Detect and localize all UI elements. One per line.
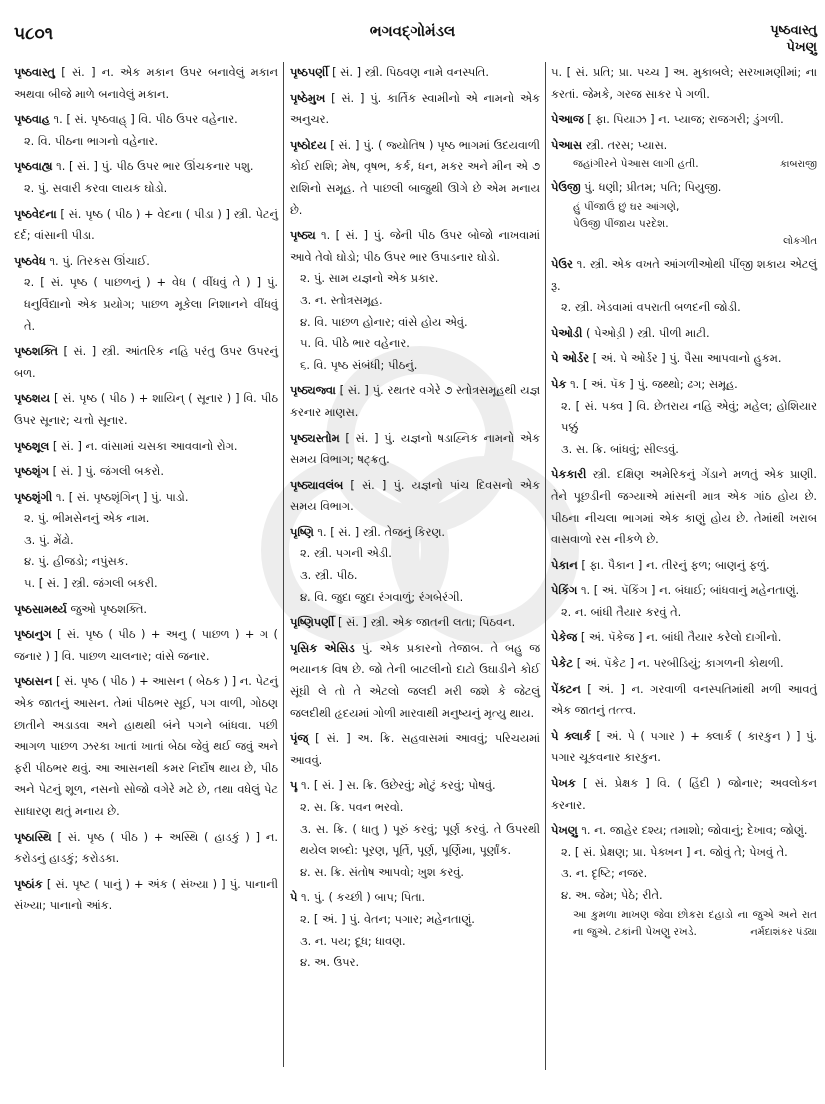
dictionary-entry [551, 374, 817, 460]
sense: ૨. પું. સવારી કરવા લાયક ઘોડો. [24, 180, 168, 195]
sense: ૨. વિ. પીઠના ભાગનો વહેનાર. [24, 133, 159, 148]
headword: પેઓડી [551, 325, 583, 340]
definition-text: [ અં. પૅકેટ ] ન. પરબીડિયું; કાગળની કોથળી. [576, 656, 784, 671]
headword: પેઉર [551, 256, 573, 271]
entry-main [14, 487, 278, 509]
dictionary-entry [290, 638, 540, 724]
definition-text: [ સં. પૃષ્ટ ( પાનું ) + અંક ( સંખ્યા ) ] પું. પાનાની સંખ્યા; પાનાનો આંક. [14, 876, 279, 913]
entry-main [551, 679, 817, 722]
sense: ૩. સ. ક્રિ. ( ધાતુ ) પૂરું કરવું; પૂર્ણ કરવું. તે ઉપરથી થયેલ શબ્દો: પૂરણ, પૂર્તિ, પૂર્ણ, પૂર્ણિમા, પૂર્ણાંક. [300, 821, 540, 858]
definition-text: સ્ત્રી. તરસ; પ્યાસ. [585, 137, 668, 152]
definition-text: [ સં. ] સ્ત્રી. એક જાતની લતા; પિઠવન. [337, 615, 516, 630]
sense: ૪. સ. ક્રિ. સંતોષ આપવો; ખુશ કરવું. [300, 864, 464, 879]
entry-main [290, 225, 540, 268]
headword: પૃષ્ઠપર્ણી [290, 65, 329, 79]
headword: પૃષ્ઠવેદના [14, 206, 57, 221]
dictionary-entry [551, 109, 817, 131]
headword: પેઆજ [551, 112, 584, 127]
dictionary-entry [551, 348, 817, 370]
dictionary-entry [551, 135, 817, 174]
entry-main [14, 874, 278, 917]
definition-text: [ અં. ] ન. ગરવાળી વનસ્પતિમાંથી મળી આવતું એક જાતનું તત્ત્વ. [551, 681, 817, 718]
entry-main [14, 109, 278, 131]
sense: ૩. સ. ક્રિ. બાંધવું; સીલ્ડવું. [561, 441, 679, 456]
dictionary-entry [14, 487, 278, 595]
sense: ૩. ન. સ્તોત્રસમૂહ. [300, 292, 383, 307]
headword: પૃષ્ણિપર્ણી [290, 615, 335, 630]
sense: ૫. વિ. પીઠે ભાર વહેનાર. [300, 336, 410, 351]
headword: પૃષ્ઠસામર્થ્ય [14, 601, 67, 616]
citation-quote [551, 156, 817, 173]
headword: પૃષ્ઠશૂલ [14, 438, 50, 453]
citation-quote [551, 907, 817, 941]
dictionary-entry [14, 874, 278, 917]
headword: પૃષ્ઠાનુગ [14, 627, 52, 642]
entry-main [551, 555, 817, 577]
headword: પૃષ્ઠવાસ્તુ [14, 65, 55, 79]
dictionary-entry [14, 341, 278, 384]
dictionary-entry [290, 62, 540, 84]
definition-text: ૧. પું. તિરકસ ઊંચાઈ. [49, 253, 150, 268]
headword: પૃસિક એસિડ [290, 640, 355, 655]
dictionary-entry [14, 156, 278, 199]
headword: પેકેટ [551, 656, 574, 671]
column-middle [290, 62, 540, 978]
dictionary-entry [14, 671, 278, 822]
dictionary-entry [551, 773, 817, 816]
headword: પૃષ્ણિ [290, 524, 314, 539]
headword: પે [290, 890, 298, 905]
definition-text: [ સં. ] પું. યજ્ઞનો પાંચ દિવસનો એક સમય વિભાગ. [290, 477, 540, 514]
entry-main [551, 464, 817, 550]
definition-text: ૧. [ સં. પૃષ્ઠશૃંગિન્ ] પું. પાડો. [55, 489, 189, 504]
definition-text: [ સં. પૃષ્ઠ ( પીઠ ) + શાયિન્ ( સૂનાર ) ] વિ. પીઠ ઉપર સૂનાર; ચત્તો સૂનાર. [14, 391, 278, 427]
dictionary-entry [551, 726, 817, 769]
column-left [14, 62, 278, 921]
definition-text: ૧. [ સં. ] સ. ક્રિ. ઉછેરવું; મોટું કરવું; પોષવું. [301, 778, 496, 793]
definition-text: ૧. [ અં. પૅકિંગ ] ન. બંધાઈ; બાંધવાનું મહેનતાણું. [580, 583, 800, 598]
headword: પેખણુ [551, 823, 578, 838]
headword: પૃષ્ઠાસ્થિ [14, 829, 52, 844]
entry-main [551, 653, 817, 675]
definition-text: [ સં. ] સ્ત્રી. પિઠવણ નામે વનસ્પતિ. [332, 65, 489, 79]
sense: ૨. પું. સામ યજ્ઞનો એક પ્રકાર. [300, 271, 439, 286]
dictionary-entry [551, 679, 817, 722]
entry-main [14, 251, 278, 273]
dictionary-entry [290, 475, 540, 518]
sense: ૫. [ સં. ] સ્ત્રી. જંગલી બકરી. [24, 576, 158, 591]
dictionary-entry [551, 323, 817, 345]
dictionary-entry [14, 62, 278, 105]
entry-main [290, 380, 540, 423]
dictionary-entry [551, 254, 817, 319]
dictionary-entry [290, 522, 540, 608]
dictionary-entry [14, 251, 278, 337]
dictionary-entry [290, 225, 540, 376]
entry-main [290, 638, 540, 724]
definition-text: ૧. સ્ત્રી. એક વખતે આંગળીઓથી પીંજી શકાય એટલું રૂ. [551, 256, 817, 293]
entry-main [551, 109, 817, 131]
definition-text: [ ફા. પૈકાન ] ન. તીરનું ફળ; બાણનું ફળું. [581, 557, 770, 572]
quote-text: આ કુમળા માખણ જેવા છોકરા દહાડો ના જુએ અને રાત ના જુએ. ટકાંની પેખણુ રખડે. [573, 908, 817, 938]
definition-text: [ સં. પૃષ્ઠ ( પીઠ ) + અસ્થિ ( હાડકું ) ] ન. કરોડનું હાડકું; કરોડકા. [14, 829, 279, 866]
dictionary-columns [0, 62, 825, 1082]
definition-text: [ સં. ] પું. કાર્તિક સ્વામીનો એ નામનો એક અનુચર. [290, 90, 541, 127]
sense: ૩. સ્ત્રી. પીઠ. [300, 568, 358, 583]
headword: પૃષ્ઠેમુખ [290, 90, 326, 105]
running-title: ભગવદ્ગોમંડલ [369, 22, 456, 40]
definition-text: [ સં. ] સ્ત્રી. આંતરિક નહિ પરંતુ ઉપર ઉપરનું બળ. [14, 344, 278, 380]
sense: ૨. સ્ત્રી. પગની એડી. [300, 546, 392, 561]
dictionary-entry [551, 653, 817, 675]
definition-text: [ સં. ] પું. ( જ્યોતિષ ) પૃષ્ઠ ભાગમાં ઉદયવાળી કોઈ રાશિ; મેષ, વૃષભ, કર્ક, ધન, મકર અને મીન એ ૭ રાશિનો સમૂહ. તે પાછલી બાજુથી ઊગે છે એમ મનાય છે. [290, 137, 540, 217]
definition-text: [ ફા. પિયાઝ ] ન. પ્યાજ; રાજગરી; ડુંગળી. [587, 112, 784, 127]
sense: ૨. [ સં. પૃષ્ઠ ( પાછળનું ) + વેધ ( વીંધવું તે ) ] પું. ધનુર્વિદ્યાનો એક પ્રયોગ; પાછળ મૂકેલા નિશાનને વીંધવું તે. [24, 275, 278, 333]
sense: ૫. [ સં. પ્રતિ; પ્રા. પચ્ચ ] અ. મુકાબલે; સરખામણીમાં; ના કરતાં. જેમકે, ગરજ સાકર પે ગળી. [551, 65, 817, 101]
sense: ૪. અ. ઉપર. [300, 955, 360, 970]
entry-main [551, 254, 817, 297]
definition-text: [ અં. પે ( પગાર ) + ક્લાર્ક ( કારકુન ) ] પું. પગાર ચૂકવનાર કારકુન. [551, 728, 817, 765]
page-header [0, 0, 825, 56]
headword: પૄ [290, 778, 298, 793]
quote-source: નર્મદાશંકર પંડ્યા [750, 926, 817, 938]
entry-main [290, 775, 540, 797]
headword: પેકાન [551, 557, 578, 572]
entry-main [14, 599, 278, 621]
definition-text: પું. એક પ્રકારનો તેજાબ. તે બહુ જ ભયાનક વિષ છે. જો તેની બાટલીનો દાટો ઉઘાડીને કોઈ સૂંઘી લે તો તે એટલો જલદી મરી જશે કે જેટલું જલદીથી હૃદયમાં ગોળી મારવાથી મનુષ્યનું મૃત્યુ થાય. [290, 640, 540, 720]
definition-text: [ સં. ] પું. રથતર વગેરે ૭ સ્તોત્રસમૂહથી યજ્ઞ કરનાર માણસ. [290, 383, 540, 419]
entry-main [290, 522, 540, 544]
headword: પૃષ્ઠ્યાવલંબ [290, 477, 344, 492]
sense: ૪. પું. હીજડો; નપુંસક. [24, 554, 129, 569]
entry-main [14, 827, 278, 870]
entry-main [14, 62, 278, 105]
page-number: ૫૮૦૧ [14, 24, 54, 44]
dictionary-entry [14, 109, 278, 152]
dictionary-entry [551, 820, 817, 940]
headword: પે ઓર્ડર [551, 351, 589, 366]
definition-text: [ અં. પૅકેજ ] ન. બાંધી તૈયાર કરેલો દાગીનો. [580, 630, 782, 645]
definition-text: ૧. પું. ( કચ્છી ) બાપ; પિતા. [301, 890, 426, 905]
entry-main [551, 135, 817, 157]
entry-main [551, 580, 817, 602]
quote-text: જહાંગીરને પેઆસ લાગી હતી. [573, 158, 699, 171]
headword: પૃષ્ઠ્ય [290, 228, 316, 243]
headword: પૃષ્ઠોદય [290, 137, 327, 152]
headword: પૃષ્ઠ્યજ્વા [290, 383, 336, 398]
headword: પૃષ્ઠવાહ્ય [14, 159, 53, 174]
headword: પૃષ્ઠાંક [14, 876, 43, 891]
sense: ૩. ન. દૃષ્ટિ; નજર. [561, 866, 648, 881]
headword: પેઉજી [551, 180, 581, 195]
dictionary-entry [14, 599, 278, 621]
definition-text: [ સં. ] ન. વાંસામાં ચસકા આવવાનો રોગ. [52, 438, 238, 453]
headword: પેક [551, 376, 567, 391]
dictionary-entry [290, 135, 540, 221]
headword: પૃષ્ઠશય [14, 391, 51, 406]
headword: પેખક [551, 776, 576, 791]
definition-text: [ સં. પ્રેક્ષક ] વિ. ( હિંદી ) જોનાર; અવલોકન કરનાર. [551, 776, 817, 812]
dictionary-entry [290, 612, 540, 634]
dictionary-entry [14, 436, 278, 458]
headword: પૃષ્ઠવેધ [14, 253, 46, 268]
headword: પેકેજ [551, 630, 578, 645]
dictionary-entry [290, 428, 540, 471]
quote-line: હું પીંજાઉં છું ઘર આંગણે, [573, 200, 680, 213]
dictionary-entry [14, 827, 278, 870]
entry-main [290, 428, 540, 471]
dictionary-entry [14, 204, 278, 247]
headword: પૃષ્ઠવાહ [14, 112, 50, 127]
sense: ૩. પું. મેંઢો. [24, 532, 74, 547]
entry-main [290, 887, 540, 909]
definition-text: [ અં. પે ઓર્ડર ] પું. પૈસા આપવાનો હુકમ. [592, 351, 782, 366]
definition-text: [ સં. ] પું. યજ્ઞનો ષડાહ્નિક નામનો એક સમય વિભાગ; ષટ્ક્રતુ. [290, 430, 541, 467]
definition-text: ૧. [ સં. પૃષ્ઠવાહ્ ] વિ. પીઠ ઉપર વહેનાર. [53, 112, 238, 127]
entry-main [14, 388, 278, 431]
definition-text: ૧. [ અં. પૅક ] પું. જથ્થો; ઢગ; સમૂહ. [570, 376, 738, 391]
dictionary-entry [551, 177, 817, 250]
guide-words [770, 22, 817, 56]
headword: પૃષ્ઠશૃંગી [14, 489, 53, 504]
definition-text: [ સં. પૃષ્ઠ ( પીઠ ) + વેદના ( પીડા ) ] સ્ત્રી. પેટનું દર્દ; વાંસાની પીડા. [14, 206, 279, 243]
sense: ૬. વિ. પૃષ્ઠ સંબંધી; પીઠનું. [300, 357, 418, 372]
entry-main [290, 135, 540, 221]
guide-word-first: પૃષ્ઠવાસ્તુ [770, 23, 817, 38]
sense: ૨. સ્ત્રી. ખેડવામાં વપરાતી બળદની જોડી. [561, 300, 741, 315]
definition-text: ૧. ન. જાહેર દશ્ય; તમાશો; જોવાનું; દેખાવ; જોણું. [581, 823, 808, 838]
entry-main [551, 323, 817, 345]
quote-source: લોકગીત [783, 235, 817, 247]
entry-main [551, 177, 817, 199]
column-right [551, 62, 817, 945]
definition-text: [ સં. ] અ. ક્રિ. સહવાસમાં આવવું; પરિચયમાં આવવું. [290, 731, 540, 767]
headword: પેંક્ટન [551, 681, 581, 696]
sense: ૨. ન. બાંધી તૈયાર કરવું તે. [561, 604, 682, 619]
citation-quote [551, 199, 817, 250]
entry-main [14, 671, 278, 822]
dictionary-entry [551, 555, 817, 577]
entry-main [290, 612, 540, 634]
definition-text: ૧. [ સં. ] પું. જેની પીઠ ઉપર બોજો નાખવામાં આવે તેવો ઘોડો; પીઠ ઉપર ભાર ઉપાડનાર ઘોડો. [290, 228, 540, 264]
dictionary-entry [290, 380, 540, 423]
entry-main [551, 627, 817, 649]
definition-text: ( પેઓડ઼ી ) સ્ત્રી. પીળી માટી. [586, 325, 710, 340]
definition-text: [ સં. ] ન. એક મકાન ઉપર બનાવેલું મકાન અથવા બીજે માળે બનાવેલું મકાન. [14, 65, 278, 101]
dictionary-entry [290, 775, 540, 883]
dictionary-entry [290, 887, 540, 973]
headword: પૃષ્ઠ્યસ્તોમ [290, 430, 340, 445]
entry-main [551, 820, 817, 842]
quote-line: પેઉજી પીંજાય પરદેશ. [573, 217, 669, 230]
entry-main [14, 461, 278, 483]
definition-text: જુઓ પૃષ્ઠશક્તિ. [70, 601, 148, 616]
definition-text: પું. ધણી; પ્રીતમ; પતિ; પિયુજી. [584, 180, 722, 195]
dictionary-entry [290, 88, 540, 131]
sense: ૩. ન. પય; દૂધ; ધાવણ. [300, 933, 406, 948]
guide-word-last: પેખણુ [786, 40, 817, 55]
dictionary-entry [14, 461, 278, 483]
definition-text: ૧. [ સં. ] પું. પીઠ ઉપર ભાર ઊંચકનાર પશુ. [56, 159, 254, 174]
entry-main [290, 62, 540, 84]
dictionary-entry [290, 728, 540, 771]
sense: ૨. [ અં. ] પું. વેતન; પગાર; મહેનતાણું. [300, 911, 475, 926]
dictionary-entry [14, 624, 278, 667]
entry-main [290, 475, 540, 518]
entry-main [14, 624, 278, 667]
entry-main [14, 341, 278, 384]
headword: પેઆસ [551, 137, 583, 152]
sense: ૪. વિ. જુદા જુદા રંગવાળું; રંગબેરંગી. [300, 589, 464, 604]
dictionary-entry [14, 388, 278, 431]
dictionary-entry [551, 62, 817, 105]
sense: ૨. સ. ક્રિ. પવન ભરવો. [300, 800, 404, 814]
definition-text: ૧. [ સં. ] સ્ત્રી. તેજનું કિરણ. [317, 524, 446, 539]
sense: ૪. વિ. પાછળ હોનાર; વાંસે હોય એવું. [300, 314, 468, 329]
entry-main [551, 374, 817, 396]
definition-text: [ સં. પૃષ્ઠ ( પીઠ ) + આસન ( બેઠક ) ] ન. પેટનું એક જાતનું આસન. તેમાં પીઠભર સૂઈ, પગ વાળી, ગોઠણ છાતીને અડાડવા અને હાથથી બંને પગને બાંધવા. પછી આગળ પાછળ ઝરકા ખાતાં ખાતાં બેઠા જેવું થઈ જવું અને ફરી પીઠભર થવું. આ આસનથી કમર નિર્દોષ થાય છે, પીઠ અને પેટનું શૂળ, નસનો સોજો વગેરે મટે છે, તથા વધેલું પેટ સાધારણ થતું મનાય છે. [14, 674, 278, 818]
sense: ૨. [ સં. પ્રેક્ષણ; પ્રા. પેક્ખન ] ન. જોવું તે; પેખવું તે. [561, 844, 788, 859]
entry-main [551, 726, 817, 769]
entry-main [551, 348, 817, 370]
entry-main [551, 773, 817, 816]
dictionary-entry [551, 580, 817, 623]
sense: ૨. [ સં. પક્વ ] વિ. છેતરાય નહિ એવું; મહેલ; હોશિયાર પક્કું [561, 398, 817, 435]
headword: પૃષ્ઠશક્તિ [14, 344, 58, 359]
entry-main [290, 88, 540, 131]
entry-main [14, 436, 278, 458]
definition-text: [ સં. પૃષ્ઠ ( પીઠ ) + અનુ ( પાછળ ) + ગ ( જનાર ) ] વિ. પાછળ ચાલનાર; વાંસે જનાર. [14, 627, 278, 663]
definition-text: [ સં. ] પું. જંગલી બકરો. [52, 464, 164, 479]
entry-main [14, 204, 278, 247]
dictionary-entry [551, 627, 817, 649]
entry-main [290, 728, 540, 771]
headword: પેકિંગ [551, 583, 578, 598]
headword: પૃષ્ઠશૃંગ [14, 464, 49, 479]
headword: પેકકારી [551, 467, 587, 482]
definition-text: સ્ત્રી. દક્ષિણ અમેરિકનું ગેંડાને મળતું એક પ્રાણી. તેને પૂછડીની જગ્યાએ માંસની માત્ર એક ગાંઠ હોય છે. પીઠના નીચલા ભાગમાં એક કાણું હોય છે. તેમાંથી ખરાબ વાસવાળો રસ નીકળે છે. [551, 467, 817, 547]
headword: પૃંજ્ [290, 731, 309, 746]
headword: પે ક્લાર્ક [551, 728, 591, 743]
quote-source: કાબરાજી [779, 159, 817, 171]
headword: પૃષ્ઠાસન [14, 674, 53, 689]
entry-main [14, 156, 278, 178]
dictionary-entry [551, 464, 817, 550]
sense: ૨. પું. ભીમસેનનું એક નામ. [24, 511, 150, 526]
sense: ૪. અ. જેમ; પેઠે; રીતે. [561, 888, 663, 902]
